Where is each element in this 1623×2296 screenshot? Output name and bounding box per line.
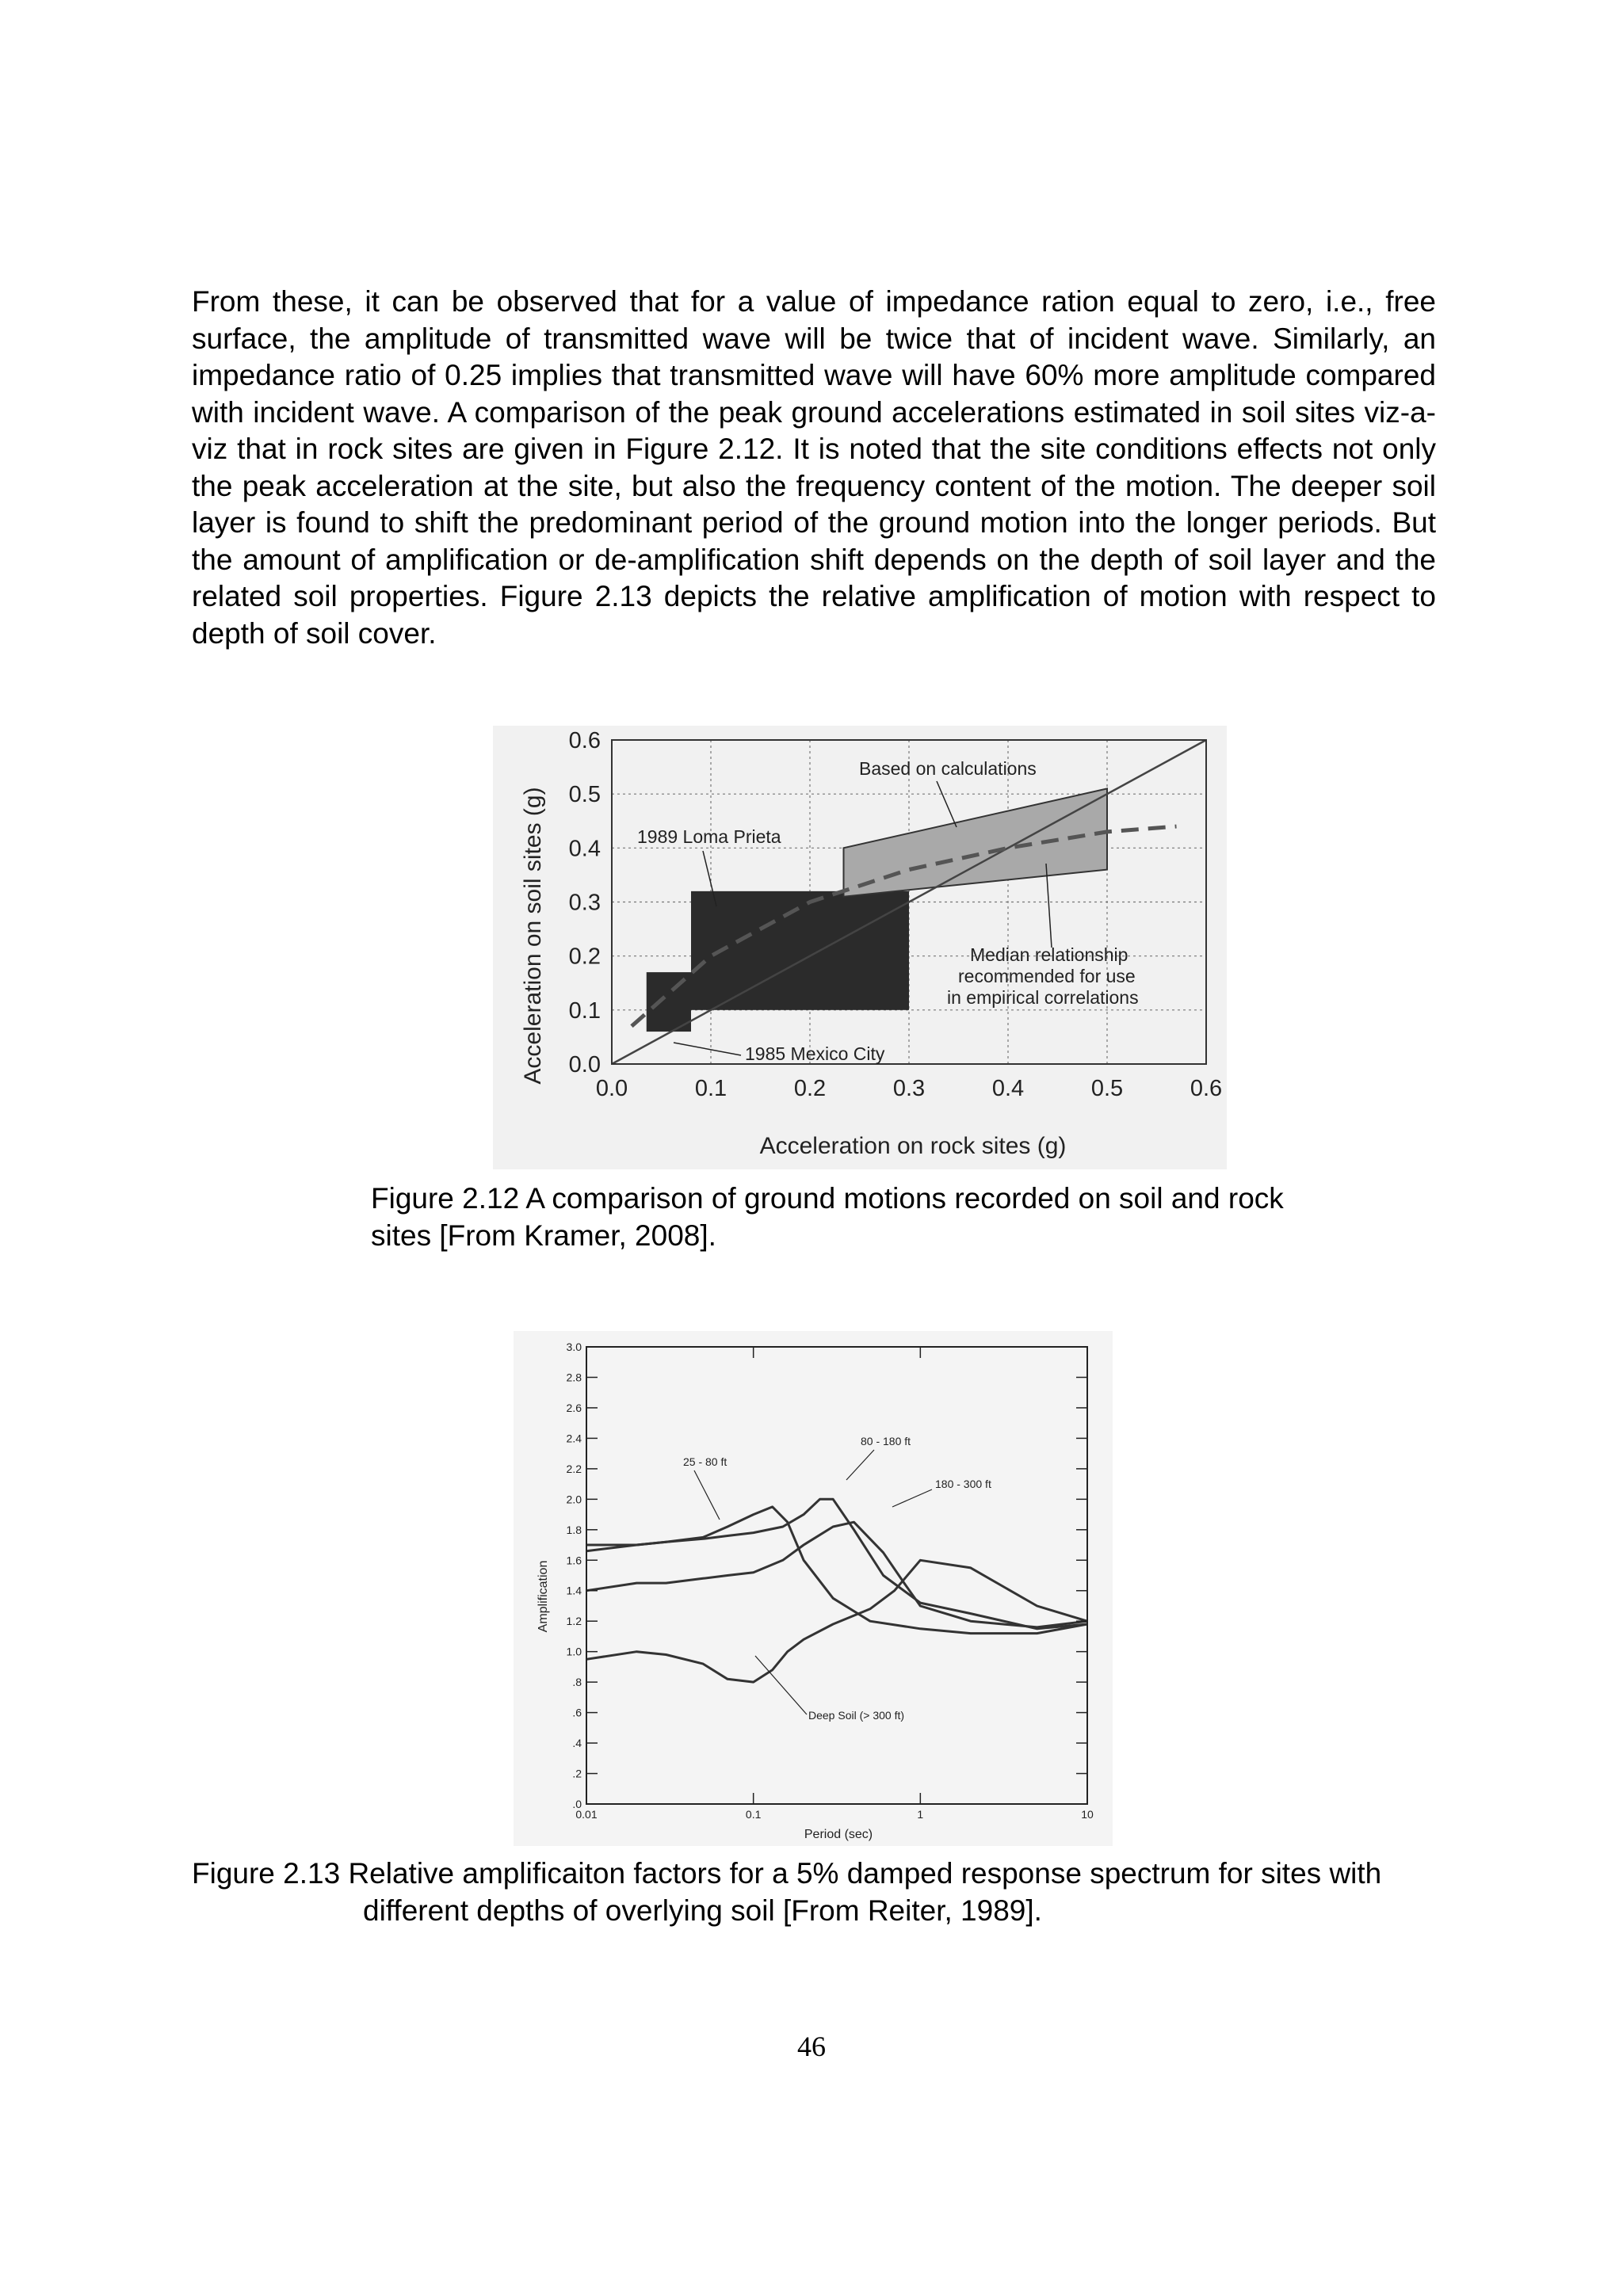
annotation-25-80-ft: 25 - 80 ft — [683, 1455, 727, 1468]
y-tick-label: 0.5 — [568, 782, 601, 808]
y-tick-label: 0.3 — [568, 890, 601, 916]
y-tick-label: .2 — [572, 1767, 582, 1780]
x-tick-label: 0.4 — [991, 1076, 1025, 1101]
y-tick-label: 3.0 — [566, 1341, 582, 1353]
body-paragraph: From these, it can be observed that for a value of impedance ration equal to zero, i.e., free surface, the amplitude of transmitted wave will be twice that of incident wave. Similarly, an impedance ratio of 0.25 implies that transmitted wave will have 60% more amplitude compared with incident wave. A comparison of the peak ground accelerations estimated in soil sites viz-a-viz that in rock sites are given in Figure 2.12. It is noted that the site conditions effects not only the peak acceleration at the site, but also the frequency content of the motion. The deeper soil layer is found to shift the predominant period of the ground motion into the longer periods. But the amount of amplification or de-amplification shift depends on the depth of soil layer and the related soil properties. Figure 2.13 depicts the relative amplification of motion with respect to depth of soil cover. — [192, 285, 1436, 650]
y-tick-label: .0 — [572, 1798, 582, 1810]
x-tick-label: 0.5 — [1090, 1076, 1124, 1101]
x-tick-label: 0.0 — [595, 1076, 628, 1101]
x-tick-label: 0.2 — [793, 1076, 827, 1101]
annotation-median-relationship-2: recommended for use — [958, 966, 1136, 986]
annotation-based-on-calculations: Based on calculations — [859, 758, 1037, 779]
x-tick-label: 0.1 — [745, 1808, 762, 1821]
figure-2-12-caption: Figure 2.12 A comparison of ground motions recorded on soil and rock sites [From Kramer, 2008]. — [371, 1182, 1284, 1252]
annotation-mexico-city: 1985 Mexico City — [745, 1043, 885, 1064]
y-tick-label: 2.4 — [566, 1432, 582, 1445]
x-tick-label: 0.1 — [694, 1076, 727, 1101]
x-tick-label: 0.6 — [1190, 1076, 1223, 1101]
y-axis-label: Amplification — [537, 1560, 550, 1633]
figure-2-13-caption: Figure 2.13 Relative amplificaiton factors for a 5% damped response spectrum for sites with different depths of overlying soil [From Reiter, 1989]. — [192, 1857, 1382, 1927]
annotation-median-relationship-3: in empirical correlations — [947, 987, 1139, 1008]
y-tick-label: 0.4 — [568, 836, 601, 862]
annotation-deep-soil: Deep Soil (> 300 ft) — [808, 1709, 905, 1722]
y-tick-label: 2.8 — [566, 1371, 582, 1384]
y-tick-label: 2.0 — [566, 1493, 582, 1506]
annotation-loma-prieta: 1989 Loma Prieta — [637, 826, 781, 847]
y-tick-label: 1.6 — [566, 1554, 582, 1567]
x-tick-label: 1 — [917, 1808, 924, 1821]
y-axis-label: Acceleration on soil sites (g) — [520, 787, 546, 1085]
y-tick-label: 1.4 — [566, 1584, 582, 1597]
y-tick-label: 0.6 — [568, 728, 601, 753]
y-tick-label: .8 — [572, 1676, 582, 1689]
y-tick-label: 2.6 — [566, 1401, 582, 1414]
figure-2-12-chart — [493, 726, 1227, 1169]
annotation-median-relationship-1: Median relationship — [970, 944, 1128, 965]
y-tick-label: 2.2 — [566, 1462, 582, 1475]
figure-2-13-chart — [514, 1331, 1113, 1846]
annotation-180-300-ft: 180 - 300 ft — [935, 1478, 991, 1490]
y-tick-label: 1.2 — [566, 1615, 582, 1628]
y-tick-label: .4 — [572, 1737, 582, 1750]
x-tick-label: 0.3 — [892, 1076, 926, 1101]
page-number: 46 — [797, 2031, 826, 2062]
annotation-80-180-ft: 80 - 180 ft — [861, 1435, 911, 1447]
x-tick-label: 0.01 — [575, 1808, 598, 1821]
y-tick-label: 1.0 — [566, 1645, 582, 1658]
x-axis-label: Period (sec) — [804, 1828, 873, 1841]
y-tick-label: 1.8 — [566, 1523, 582, 1536]
x-axis-label: Acceleration on rock sites (g) — [759, 1133, 1067, 1159]
y-tick-label: 0.0 — [568, 1052, 601, 1077]
y-tick-label: 0.2 — [568, 944, 601, 970]
y-tick-label: .6 — [572, 1706, 582, 1719]
x-tick-label: 10 — [1081, 1808, 1094, 1821]
y-tick-label: 0.1 — [568, 997, 601, 1024]
